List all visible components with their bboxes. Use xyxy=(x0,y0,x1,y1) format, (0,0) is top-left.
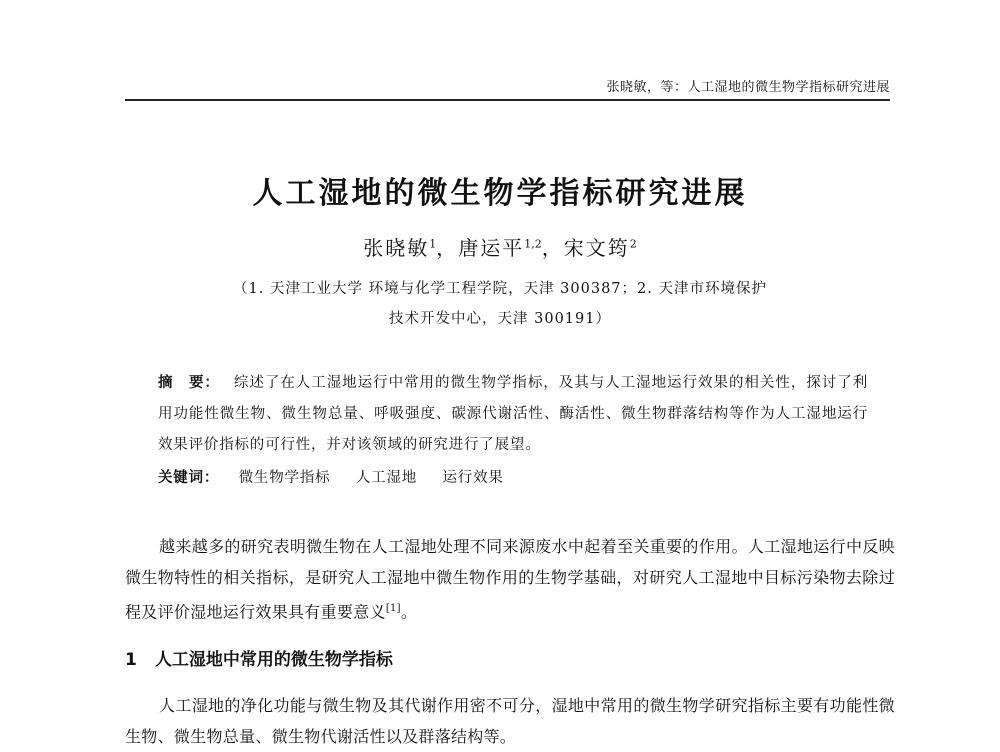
keyword: 运行效果 xyxy=(442,470,504,486)
author-name: 张晓敏 xyxy=(363,236,430,260)
section-title: 人工湿地中常用的微生物学指标 xyxy=(154,650,393,670)
keyword: 微生物学指标 xyxy=(238,470,331,486)
author-affiliation-marker: 2 xyxy=(629,237,637,251)
body-paragraph xyxy=(125,531,895,627)
affiliation-line: 技术开发中心，天津 300191） xyxy=(389,311,611,327)
keywords xyxy=(158,466,524,487)
abstract-label: 摘 要： xyxy=(158,375,220,391)
section-number: 1 xyxy=(125,650,137,670)
running-head: 张晓敏，等：人工湿地的微生物学指标研究进展 xyxy=(606,80,890,95)
abstract xyxy=(158,368,868,461)
author-name: 宋文筠 xyxy=(563,236,630,260)
abstract-text: 综述了在人工湿地运行中常用的微生物学指标，及其与人工湿地运行效果的相关性，探讨了利用功能性微生物、微生物总量、呼吸强度、碳源代谢活性、酶活性、微生物群落结构等作为人工湿地运行效果评价指标的可行性，并对该领域的研究进行了展望。 xyxy=(158,375,869,453)
author-affiliation-marker: 1,2 xyxy=(524,237,542,251)
section-heading xyxy=(125,645,393,670)
keywords-label: 关键词： xyxy=(158,470,220,486)
author-list: 张晓敏$^1$，唐运平$^{1,2}$，宋文筠$^2$ xyxy=(363,236,637,260)
paragraph-end: 。 xyxy=(400,602,418,622)
keyword: 人工湿地 xyxy=(355,470,418,486)
author-affiliation-marker: 1 xyxy=(429,237,437,251)
paragraph-text: 越来越多的研究表明微生物在人工湿地处理不同来源废水中起着至关重要的作用。人工湿地运行中反映微生物特性的相关指标，是研究人工湿地中微生物作用的生物学基础，对研究人工湿地中目标污染物去除过程及评价湿地运行效果具有重要意义 xyxy=(125,537,895,622)
body-paragraph: 人工湿地的净化功能与微生物及其代谢作用密不可分，湿地中常用的微生物学研究指标主要有功能性微生物、微生物总量、微生物代谢活性以及群落结构等。 xyxy=(125,696,895,746)
article-title: 人工湿地的微生物学指标研究进展 xyxy=(252,176,748,211)
header-rule xyxy=(125,99,890,101)
author-name: 唐运平 xyxy=(458,236,525,260)
citation-ref: [1] xyxy=(385,603,401,614)
affiliation-line: （1. 天津工业大学 环境与化学工程学院，天津 300387；2. 天津市环境保护 xyxy=(233,281,767,297)
